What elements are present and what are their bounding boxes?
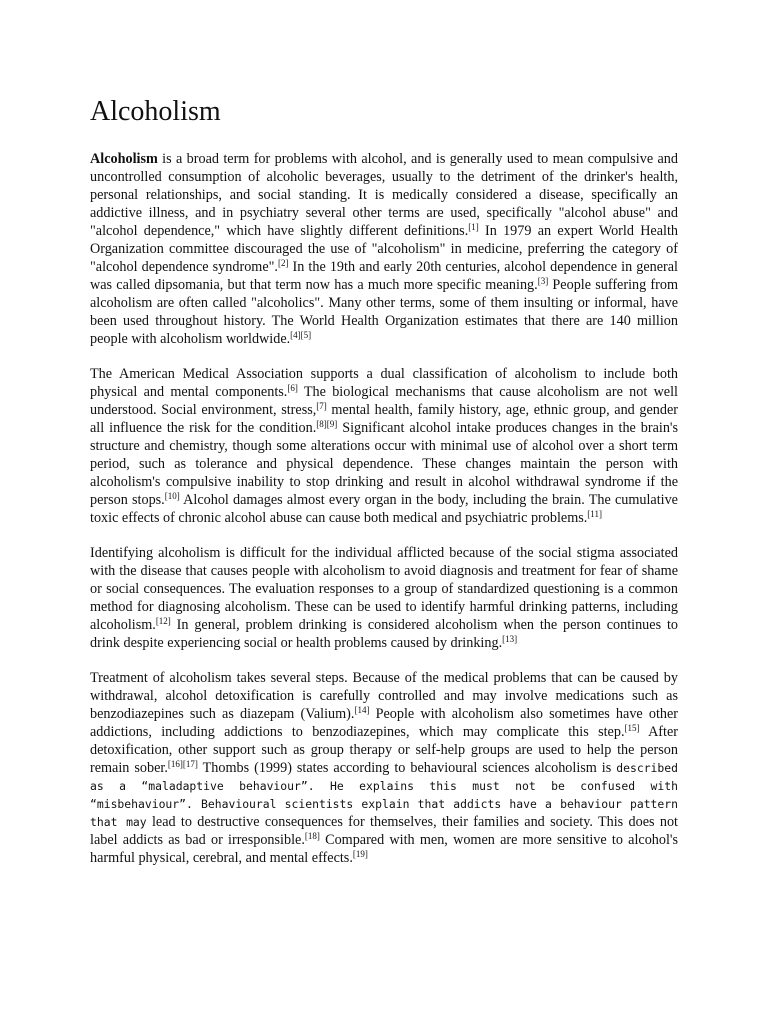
text-span: mental health, family history, age, ethnic group, and gender all influence the risk for the condition. bbox=[90, 402, 678, 436]
text-span-alt-font: described as a “maladaptive behaviour”. He explains this must not be confused with “misbehaviour”. Behavioural scientists explain that addicts have a behaviour pattern that may bbox=[90, 761, 678, 829]
text-span: The biological mechanisms that cause alcoholism are not well understood. Social environment, stress, bbox=[90, 384, 678, 418]
text-span: lead to destructive consequences for themselves, their families and society. This does not label addicts as bad or irresponsible. bbox=[90, 814, 678, 848]
text-span: In general, problem drinking is considered alcoholism when the person continues to drink despite experiencing social or health problems caused by drinking. bbox=[90, 617, 678, 651]
paragraph-definition bbox=[90, 150, 678, 348]
citation-ref[interactable]: [8][9] bbox=[316, 419, 338, 429]
text-span: Treatment of alcoholism takes several steps. Because of the medical problems that can be caused by withdrawal, alcohol detoxification is carefully controlled and may involve medications such as benzodiazepines such as diazepam (Valium). bbox=[90, 670, 678, 722]
citation-ref[interactable]: [3] bbox=[537, 276, 549, 286]
citation-ref[interactable]: [18] bbox=[304, 831, 320, 841]
text-span: is a broad term for problems with alcohol, and is generally used to mean compulsive and uncontrolled consumption of alcoholic beverages, usually to the detriment of the drinker's health, personal relationships, and social standing. It is medically considered a disease, specifically an addictive illness, and in psychiatry several other terms are used, specifically "alcohol abuse" and "alcohol dependence," which have slightly different definitions. bbox=[90, 151, 678, 239]
text-span: The American Medical Association supports a dual classification of alcoholism to include both physical and mental components. bbox=[90, 366, 678, 400]
article-title: Alcoholism bbox=[90, 96, 221, 127]
text-span: Identifying alcoholism is difficult for the individual afflicted because of the social stigma associated with the disease that causes people with alcoholism to avoid diagnosis and treatment for fear of shame or social consequences. The evaluation responses to a group of standardized questioning is a common method for diagnosing alcoholism. These can be used to identify harmful drinking patterns, including alcoholism. bbox=[90, 545, 678, 633]
text-span: After detoxification, other support such as group therapy or self-help groups are used to help the person remain sober. bbox=[90, 724, 679, 776]
text-span: In 1979 an expert World Health Organization committee discouraged the use of "alcoholism" in medicine, preferring the category of "alcohol dependence syndrome". bbox=[90, 223, 679, 275]
citation-ref[interactable]: [19] bbox=[352, 849, 368, 859]
citation-ref[interactable]: [13] bbox=[502, 634, 518, 644]
text-span: Compared with men, women are more sensitive to alcohol's harmful physical, cerebral, and mental effects. bbox=[90, 832, 678, 866]
citation-ref[interactable]: [1] bbox=[468, 222, 479, 232]
citation-ref[interactable]: [4][5] bbox=[290, 330, 312, 340]
citation-ref[interactable]: [10] bbox=[164, 491, 180, 501]
paragraph-diagnosis bbox=[90, 544, 678, 652]
text-span: In the 19th and early 20th centuries, alcohol dependence in general was called dipsomania, but that term now has a much more specific meaning. bbox=[90, 259, 678, 293]
text-span: Alcohol damages almost every organ in the body, including the brain. The cumulative toxic effects of chronic alcohol abuse can cause both medical and psychiatric problems. bbox=[90, 492, 678, 526]
citation-ref[interactable]: [12] bbox=[155, 616, 171, 626]
citation-ref[interactable]: [11] bbox=[587, 509, 602, 519]
citation-ref[interactable]: [7] bbox=[316, 401, 327, 411]
text-span: Significant alcohol intake produces changes in the brain's structure and chemistry, though some alterations occur with minimal use of alcohol over a short term period, such as tolerance and physical dependence. These changes maintain the person with alcoholism's compulsive inability to stop drinking and result in alcohol withdrawal syndrome if the person stops. bbox=[90, 420, 679, 508]
citation-ref[interactable]: [15] bbox=[624, 723, 640, 733]
article bbox=[90, 94, 678, 884]
citation-ref[interactable]: [16][17] bbox=[167, 759, 198, 769]
term-alcoholism: Alcoholism bbox=[90, 151, 158, 167]
text-span: People with alcoholism also sometimes have other addictions, including addictions to benzodiazepines, which may complicate this step. bbox=[90, 706, 678, 740]
paragraph-causes bbox=[90, 365, 678, 527]
text-span: Thombs (1999) states according to behavioural sciences alcoholism is bbox=[197, 760, 617, 776]
citation-ref[interactable]: [2] bbox=[277, 258, 289, 268]
paragraph-treatment bbox=[90, 669, 678, 867]
citation-ref[interactable]: [6] bbox=[287, 383, 298, 393]
text-span: People suffering from alcoholism are often called "alcoholics". Many other terms, some of them insulting or informal, have been used throughout history. The World Health Organization estimates that there are 140 million people with alcoholism worldwide. bbox=[90, 277, 678, 347]
citation-ref[interactable]: [14] bbox=[354, 705, 370, 715]
